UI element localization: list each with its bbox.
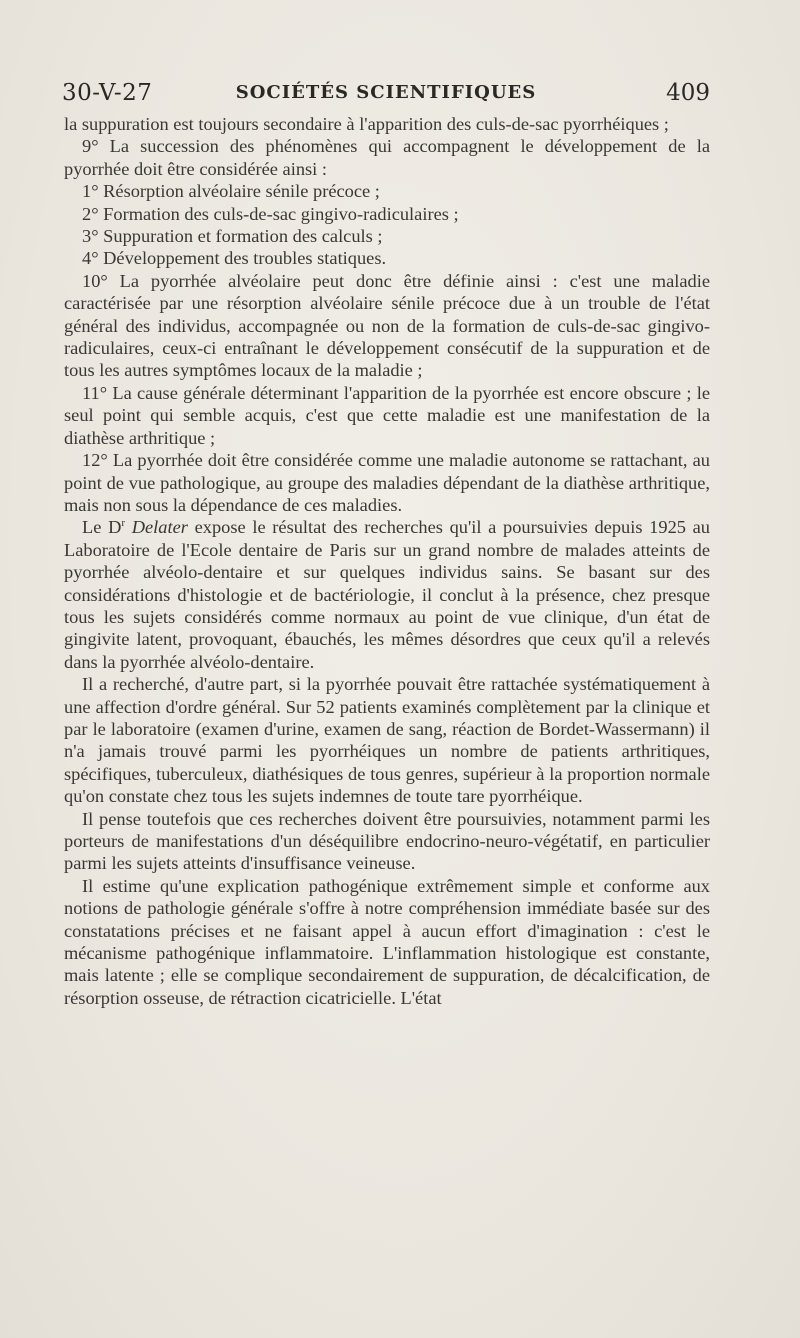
paragraph-delater	[64, 516, 710, 673]
paragraph-estime: Il estime qu'une explication pathogénique extrêmement simple et conforme aux notions de pathologie générale s'offre à notre compréhension immédiate basée sur des constatations précises et ne faisant appel à aucun effort d'imagination : c'est le mécanisme pathogénique inflammatoire. L'inflammation histologique est constante, mais latente ; elle se complique secondairement de suppuration, de décalcification, de résorption osseuse, de rétraction cicatricielle. L'état	[64, 875, 710, 1008]
page-number: 409	[666, 80, 710, 106]
delater-text: expose le résultat des recherches qu'il a poursuivies depuis 1925 au Laboratoire de l'Ecole dentaire de Paris sur un grand nombre de malades atteints de pyorrhée alvéolo-dentaire et sur quelques individus sains. Se basant sur des considérations d'histologie et de bactériologie, il conclut à la présence, chez presque tous les sujets considérés comme normaux au point de vue clinique, d'un état de gingivite latent, provoquant, ébauchés, les mêmes désordres que ceux qu'il a relevés dans la pyorrhée alvéolo-dentaire.	[64, 517, 710, 672]
list-item: 4° Développement des troubles statiques.	[82, 248, 387, 269]
paragraph-continued: la suppuration est toujours secondaire à l'apparition des culs-de-sac pyorrhéiques ;	[64, 114, 669, 134]
paragraph-11: 11° La cause générale déterminant l'apparition de la pyorrhée est encore obscure ; le seul point qui semble acquis, c'est que cette maladie est une manifestation de la diathèse arthritique ;	[64, 382, 710, 448]
paragraph-recherche: Il a recherché, d'autre part, si la pyorrhée pouvait être rattachée systématiquement à une affection d'ordre général. Sur 52 patients examinés complètement par la clinique et par le laboratoire (examen d'urine, examen de sang, réaction de Bordet-Wassermann) il n'a jamais trouvé parmi les pyorrhéiques un nombre de patients arthritiques, spécifiques, tuberculeux, diathésiques de tous genres, supérieur à la proportion normale qu'on constate chez tous les sujets indemnes de toute tare pyorrhéique.	[64, 674, 710, 807]
body-text	[64, 113, 710, 1009]
list-item: 3° Suppuration et formation des calculs ;	[82, 226, 383, 247]
author-name: Delater	[131, 517, 188, 538]
delater-title-sup: r	[121, 517, 126, 530]
paragraph-10: 10° La pyorrhée alvéolaire peut donc être définie ainsi : c'est une maladie caractérisée par une résorption alvéolaire sénile précoce due à un trouble de l'état général des individus, accompagnée ou non de la formation de culs-de-sac gingivo-radiculaires, ceux-ci entraînant le développement consécutif de la suppuration et de tous les autres symptômes locaux de la maladie ;	[64, 270, 710, 381]
paragraph-pense: Il pense toutefois que ces recherches doivent être poursuivies, notamment parmi les porteurs de manifestations d'un déséquilibre endocrino-neuro-végétatif, en particulier parmi les sujets atteints d'insuffisance veineuse.	[64, 808, 710, 874]
delater-prefix: Le D	[82, 517, 122, 538]
paragraph-9: 9° La succession des phénomènes qui accompagnent le développement de la pyorrhée doit être considérée ainsi :	[64, 136, 710, 179]
list-item: 2° Formation des culs-de-sac gingivo-radiculaires ;	[82, 203, 459, 224]
running-header	[62, 80, 710, 110]
list-item: 1° Résorption alvéolaire sénile précoce ;	[82, 181, 380, 202]
paragraph-12: 12° La pyorrhée doit être considérée comme une maladie autonome se rattachant, au point de vue pathologique, au groupe des maladies dépendant de la diathèse arthritique, mais non sous la dépendance de ces maladies.	[64, 450, 710, 515]
header-title: SOCIÉTÉS SCIENTIFIQUES	[235, 82, 537, 103]
header-date: 30-V-27	[62, 80, 153, 106]
